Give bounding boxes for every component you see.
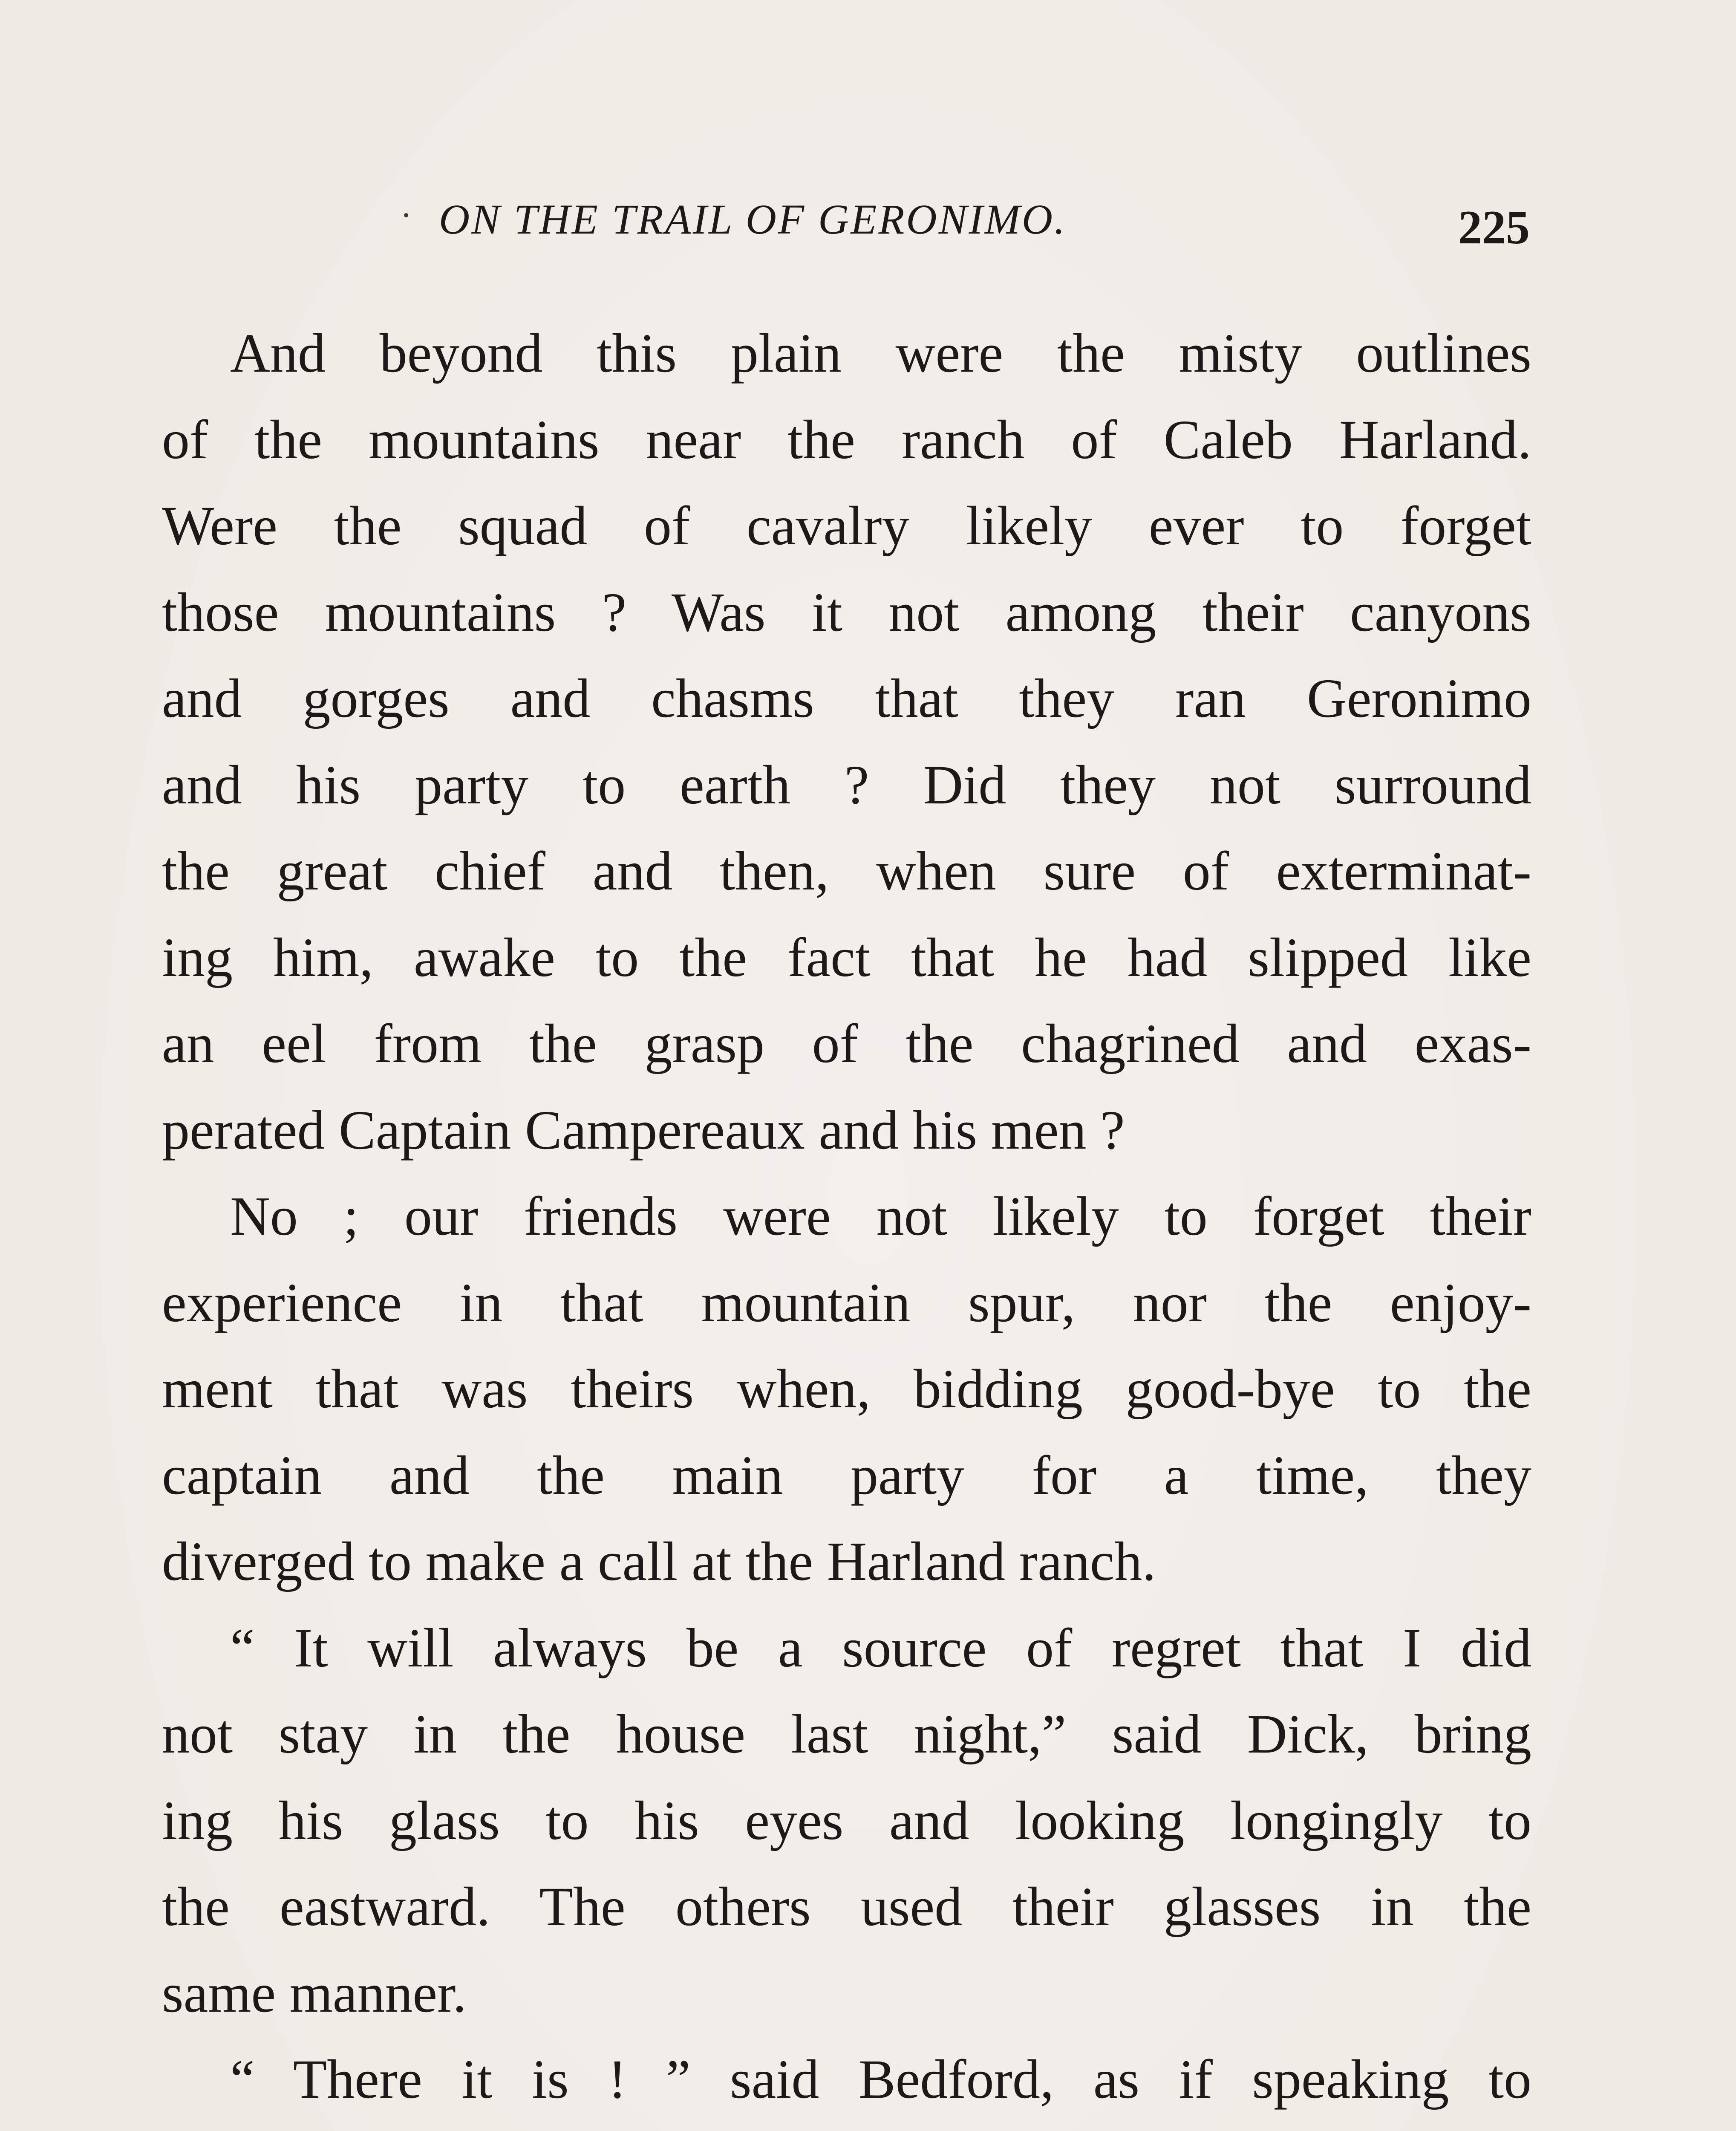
text-line: and his party to earth ? Did they not surround — [162, 754, 1531, 816]
text-line: ing his glass to his eyes and looking longingly to — [162, 1790, 1531, 1851]
text-line: an eel from the grasp of the chagrined and exas- — [162, 1013, 1531, 1074]
running-title: ON THE TRAIL OF GERONIMO. — [439, 196, 1067, 243]
text-line: No ; our friends were not likely to forget their — [230, 1186, 1531, 1247]
text-line — [162, 2123, 1531, 2131]
text-line: perated Captain Campereaux and his men ? — [162, 1099, 1125, 1161]
text-line: and gorges and chasms that they ran Geronimo — [162, 668, 1531, 729]
text-line: “ It will always be a source of regret that I did — [230, 1617, 1531, 1679]
text-line: of the mountains near the ranch of Caleb Harland. — [162, 409, 1531, 471]
text-line: Were the squad of cavalry likely ever to forget — [162, 495, 1531, 557]
text-line: diverged to make a call at the Harland ranch. — [162, 1531, 1156, 1592]
text-line: ment that was theirs when, bidding good-bye to the — [162, 1358, 1531, 1420]
text-line: And beyond this plain were the misty outlines — [230, 323, 1531, 384]
text-line: the eastward. The others used their glasses in the — [162, 1876, 1531, 1938]
text-line: those mountains ? Was it not among their canyons — [162, 581, 1531, 643]
text-line: captain and the main party for a time, they — [162, 1444, 1531, 1506]
text-line: not stay in the house last night,” said Dick, bring — [162, 1704, 1531, 1765]
page-number: 225 — [1458, 201, 1530, 254]
text-line: experience in that mountain spur, nor the enjoy- — [162, 1272, 1531, 1334]
text-line: “ There it is ! ” said Bedford, as if speaking to — [230, 2049, 1531, 2110]
print-mark — [404, 213, 408, 217]
text-line: ing him, awake to the fact that he had slipped like — [162, 927, 1531, 988]
text-line: same manner. — [162, 1962, 467, 2024]
text-line: the great chief and then, when sure of exterminat- — [162, 840, 1531, 902]
body-text — [162, 310, 1531, 2131]
